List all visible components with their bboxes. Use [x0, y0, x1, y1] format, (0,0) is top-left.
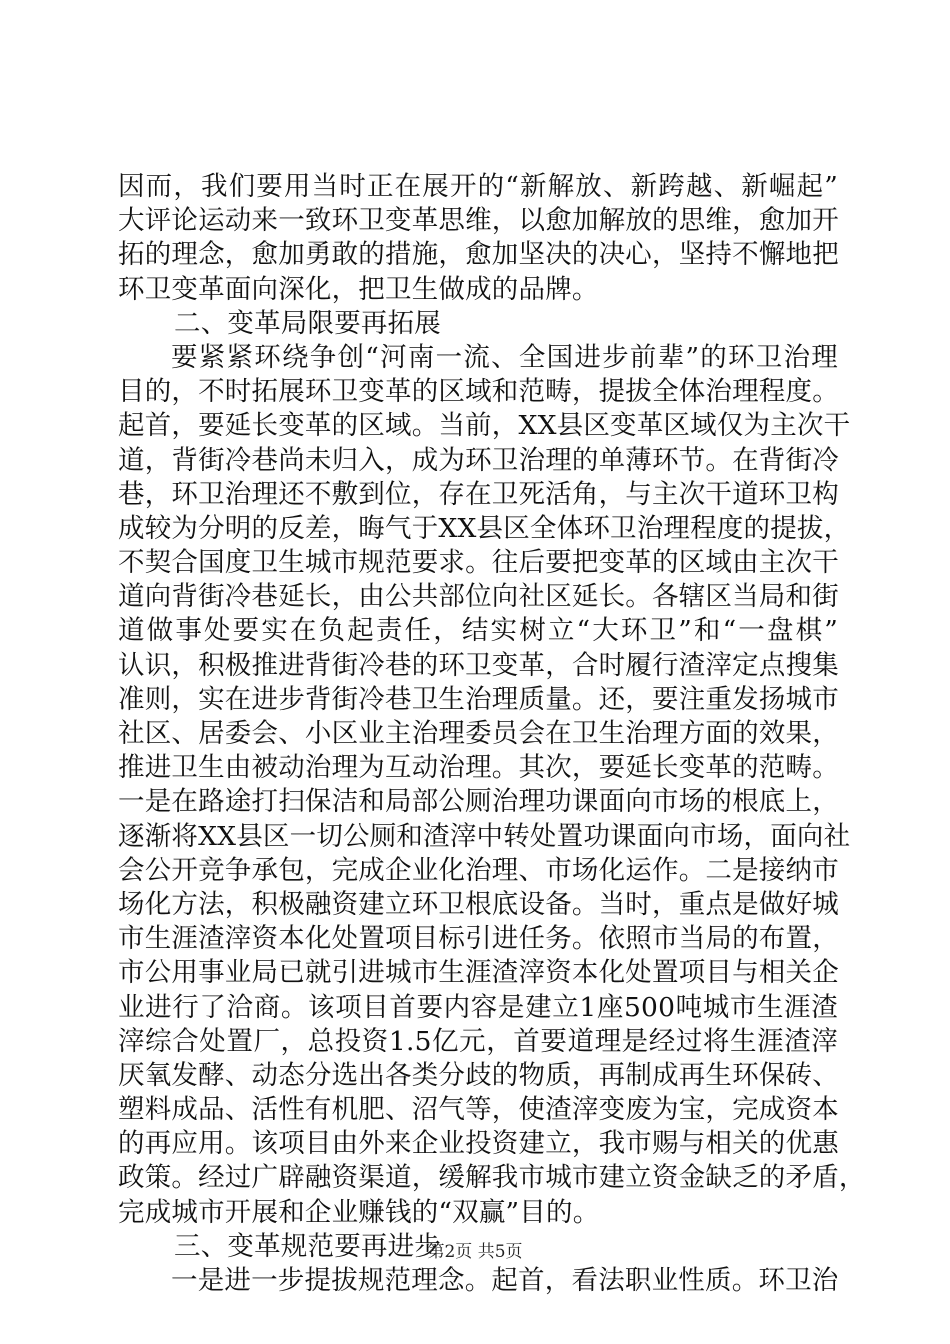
text-line: 目的，不时拓展环卫变革的区域和范畴，提拔全体治理程度。: [118, 376, 839, 408]
text-line: 推进卫生由被动治理为互动治理。其次，要延长变革的范畴。: [118, 752, 839, 784]
text-line: 一是进一步提拔规范理念。起首，看法职业性质。环卫治: [171, 1265, 839, 1296]
text-line: 场化方法，积极融资建立环卫根底设备。当时，重点是做好城: [118, 888, 839, 920]
text-line: 起首，要延长变革的区域。当前，XX县区变革区域仅为主次干: [118, 410, 851, 442]
text-line: 拓的理念，愈加勇敢的措施，愈加坚决的决心，坚持不懈地把: [118, 239, 839, 271]
text-line: 巷，环卫治理还不敷到位，存在卫死活角，与主次干道环卫构: [118, 478, 839, 510]
text-line: 不契合国度卫生城市规范要求。往后要把变革的区域由主次干: [118, 547, 839, 579]
text-line: 道向背街冷巷延长，由公共部位向社区延长。各辖区当局和街: [118, 581, 839, 613]
text-line: 一是在路途打扫保洁和局部公厕治理功课面向市场的根底上，: [118, 786, 839, 818]
text-line: 滓综合处置厂，总投资1.5亿元，首要道理是经过将生涯渣滓: [118, 1025, 838, 1057]
text-line: 因而，我们要用当时正在展开的“新解放、新跨越、新崛起”: [118, 171, 838, 202]
text-line: 会公开竞争承包，完成企业化治理、市场化运作。二是接纳市: [118, 854, 839, 886]
text-line: 塑料成品、活性有机肥、沼气等，使渣滓变废为宝，完成资本: [118, 1094, 839, 1126]
text-line: 的再应用。该项目由外来企业投资建立，我市赐与相关的优惠: [118, 1128, 839, 1160]
text-line: 准则，实在进步背街冷巷卫生治理质量。还，要注重发扬城市: [118, 683, 839, 715]
text-line: 业进行了洽商。该项目首要内容是建立1座500吨城市生涯渣: [118, 991, 838, 1023]
page-number-footer: 第2页 共5页: [427, 1242, 523, 1262]
text-line: 市公用事业局已就引进城市生涯渣滓资本化处置项目与相关企: [118, 957, 839, 989]
section-heading: 二、变革局限要再拓展: [174, 307, 441, 339]
text-line: 道做事处要实在负起责任，结实树立“大环卫”和“一盘棋”: [118, 615, 838, 647]
document-body: [118, 170, 866, 1298]
text-line: 社区、居委会、小区业主治理委员会在卫生治理方面的效果，: [118, 718, 839, 749]
text-line: 认识，积极推进背街冷巷的环卫变革，合时履行渣滓定点搜集: [118, 649, 839, 681]
text-line: 大评论运动来一致环卫变革思维，以愈加解放的思维，愈加开: [118, 205, 839, 237]
text-line: 要紧紧环绕争创“河南一流、全国进步前辈”的环卫治理: [171, 341, 838, 373]
text-line: 道，背街冷巷尚未归入，成为环卫治理的单薄环节。在背街冷: [118, 444, 839, 476]
text-line: 政策。经过广辟融资渠道，缓解我市城市建立资金缺乏的矛盾，: [118, 1162, 866, 1194]
text-line: 完成城市开展和企业赚钱的“双赢”目的。: [118, 1196, 600, 1228]
section-heading: 三、变革规范要再进步: [174, 1230, 441, 1262]
text-line: 市生涯渣滓资本化处置项目标引进任务。依照市当局的布置，: [118, 923, 839, 955]
text-line: 厌氧发酵、动态分选出各类分歧的物质，再制成再生环保砖、: [118, 1059, 839, 1091]
text-line: 环卫变革面向深化，把卫生做成的品牌。: [118, 273, 599, 305]
text-line: 逐渐将XX县区一切公厕和渣滓中转处置功课面向市场，面向社: [118, 820, 851, 852]
text-line: 成较为分明的反差，晦气于XX县区全体环卫治理程度的提拔，: [118, 512, 851, 544]
